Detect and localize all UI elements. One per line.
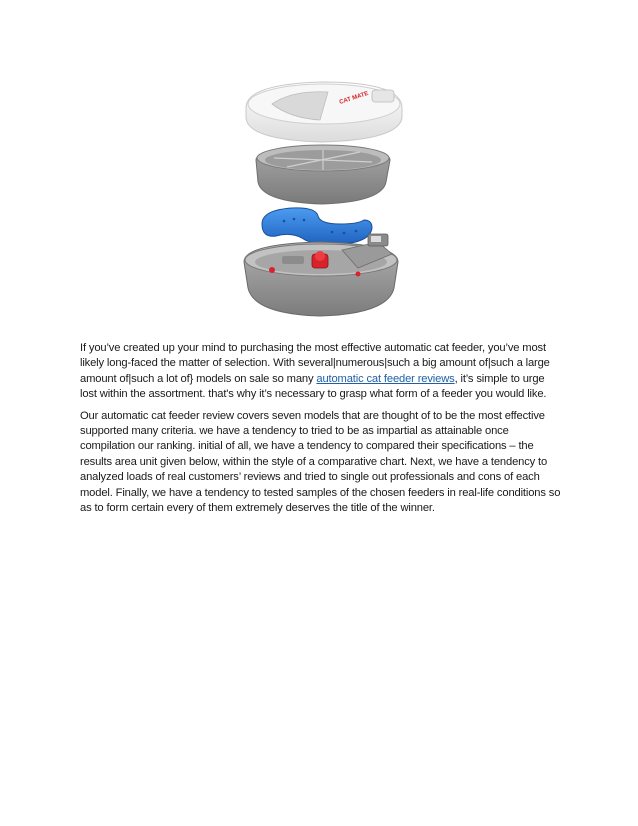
intro-text-after-link: , it’s simple to urge lost within the assortment. that's why it’s necessary to grasp what form of a feeder you would like.	[80, 372, 547, 401]
cat-feeder-exploded-image	[232, 74, 412, 330]
food-tray	[256, 145, 390, 204]
cat-feeder-reviews-link[interactable]: automatic cat feeder reviews	[316, 372, 455, 385]
article-body	[80, 341, 564, 522]
feeder-illustration	[232, 74, 412, 330]
ice-pack	[262, 208, 372, 245]
feeder-base	[244, 234, 398, 316]
feeder-lid	[246, 82, 402, 142]
review-paragraph: Our automatic cat feeder review covers seven models that are thought of to be the most effective supported many criteria. we have a tendency to tried to be as impartial as attainable once compilation our ranking. initial of all, we have a tendency to compared their specifications – the results area unit given below, within the style of a comparative chart. Next, we have a tendency to analyzed loads of real customers’ reviews and tried to single out professionals and cons of each model. Finally, we have a tendency to tested samples of the chosen feeders in real-life conditions so as to form certain every of them extremely deserves the title of the winner.	[80, 409, 561, 515]
intro-text-before-link: If you’ve created up your mind to purchasing the most effective automatic cat feeder, you’ve most likely long-faced the matter of selection. With several|numerous|such a big amount of|such a large amount of|such a lot of} models on sale so many	[80, 342, 550, 385]
intro-paragraph	[80, 341, 564, 403]
lid-logo: CAT MATE	[338, 90, 370, 106]
